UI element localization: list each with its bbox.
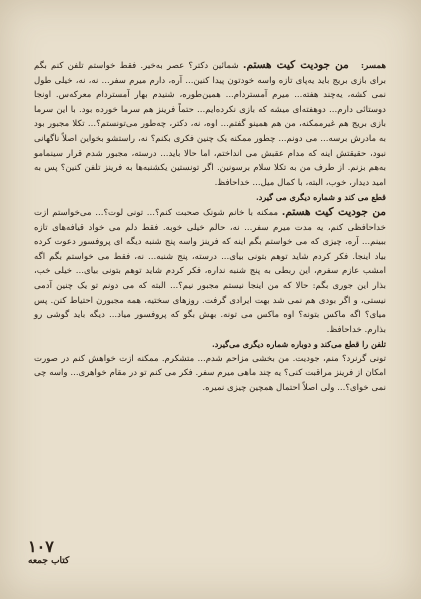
text-line: پیدا کنین... آره، دارم میرم سفر... نه، نه، خیلی طول نمی کشه، xyxy=(34,75,386,101)
text-line: بیای... درسته، پنج شنبه... نه، فقط می خواستم بگم اگه امشب عازم xyxy=(34,251,386,277)
text-line: واسه چی نمی خوای؟... ولی اصلاً احتمال همچین چیزی نمیره. xyxy=(34,368,386,394)
text-line: معرکه‌س. اونجا دوستائی دارم... دوهفته‌ای میشه که بازی xyxy=(34,90,387,115)
page-number: ۱۰۷ xyxy=(28,537,54,556)
text-line: متشکرم. ممکنه ازت خواهش کنم در صورت امکان از فرینز مراقبت xyxy=(34,353,386,379)
paragraph-2 xyxy=(34,205,386,337)
page-footer xyxy=(28,538,69,567)
text-line: ببینم... آره، چیزی که می خواستم بگم اینه که فرینز واسه پنج شنبه xyxy=(144,237,386,248)
stage-direction-2: تلفن را قطع می‌کند و دوباره شماره دیگری می‌گیرد. xyxy=(211,339,386,350)
text-line: شمائین دکتر؟ عصر به‌خیر. فقط xyxy=(119,61,239,71)
text-line: هم نمی شد بهت ایرادی گرفت. روزهای سختیه، همه مجبورن احتیاط xyxy=(69,295,316,306)
publication-name: کتاب جمعه xyxy=(28,556,70,566)
text-line: خوب، البته، با کمال میل... خداحافظ. xyxy=(214,177,347,188)
text-line: هم غیرممکنه، من هم همینو گفتم... اوه، نه، دکتر، چه‌طور xyxy=(140,119,349,130)
text-line: سفرم، این ربطی به پنج شنبه نداره، فکر کردم شاید توهم بتونی xyxy=(101,266,339,277)
text-line: پروفسور میاد... دیگه باید گوشی رو بذارم. خداحافظ. xyxy=(34,310,386,335)
stage-direction-1: قطع می کند و شماره دیگری می گیرد. xyxy=(255,192,386,203)
lead-line-2: من جودیت کیت هستم. xyxy=(281,205,386,218)
text-line: خواستم تلفن کنم بگم برای بازی بریج باید یه‌پای تازه واسه خودتون xyxy=(34,61,386,86)
text-line: مجبور نیم؟... البته که می دونم تو یک چنین آدمی نیستی، و اگر بودی xyxy=(34,280,387,306)
text-line: ممکنه یک چنین فکری بکنم؟ نه، راستشو بخواین اصلاً ناگهانی نبود، xyxy=(34,133,386,159)
text-line: می‌تونستم؟... تکلا مجبور بود به مادرش برسه... می دونم... چطور xyxy=(34,119,387,144)
lead-line-1: من جودیت کیت هستم. xyxy=(242,59,349,71)
speaker-label: همسر: xyxy=(360,61,386,71)
text-line: بیای... خیلی خب، بذار این جوری بگم: حالا که من اینجا نیستم xyxy=(34,266,386,291)
text-line: کنی؟ یه چند ماهی میرم سفر. فکر می کنم تو در مقام خواهری... xyxy=(70,368,303,379)
text-line: مجبور شدم قرار سینمامو به‌هم بزنم. از طرف من به تکلا سلام برسونین. xyxy=(34,148,387,174)
text-line: دیگه ای پروفسور دعوت کرده بیاد اینجا. فکر کردم شاید توهم بتونی xyxy=(34,237,387,262)
text-line: حقیقتش اینه که مدام عقبش می انداختم، اما حالا باید... درسته، xyxy=(131,148,367,159)
text-line: یه‌چند هفته... میرم آمستردام... همین‌طوره، شنیدم بهار آمستردام xyxy=(96,90,343,101)
text-line: نکرده‌ایم... حتماً فرینز هم سرما خورده بود. با این سرما بازی بریج xyxy=(34,104,387,130)
text-line: تونی گرنرد؟ منم، جودیت. من بخشی مزاحم شدم... xyxy=(197,353,386,364)
text-line: اگر تونستین یکشنبه‌ها به فرینز تلفن کنین؟ پس به امید دیدار، xyxy=(34,163,386,188)
paragraph-1 xyxy=(34,58,386,190)
text-line: کنن. پس میای؟ اگه ماکس بتونه؟ اوه ماکس می تونه. بهش بگو که xyxy=(34,295,387,321)
paragraph-3 xyxy=(34,352,386,396)
play-text xyxy=(34,58,386,396)
text-line: میرم سفر... نه، حالم خیلی خوبه. فقط دلم می خواد قیافه‌های تازه xyxy=(34,222,291,233)
text-line: ممکنه با خانم شونک صحبت xyxy=(175,207,279,218)
text-line: کنم؟... تونی لوت؟... می‌خواستم ازت خداحافظی کنم، یه مدت xyxy=(34,207,386,233)
